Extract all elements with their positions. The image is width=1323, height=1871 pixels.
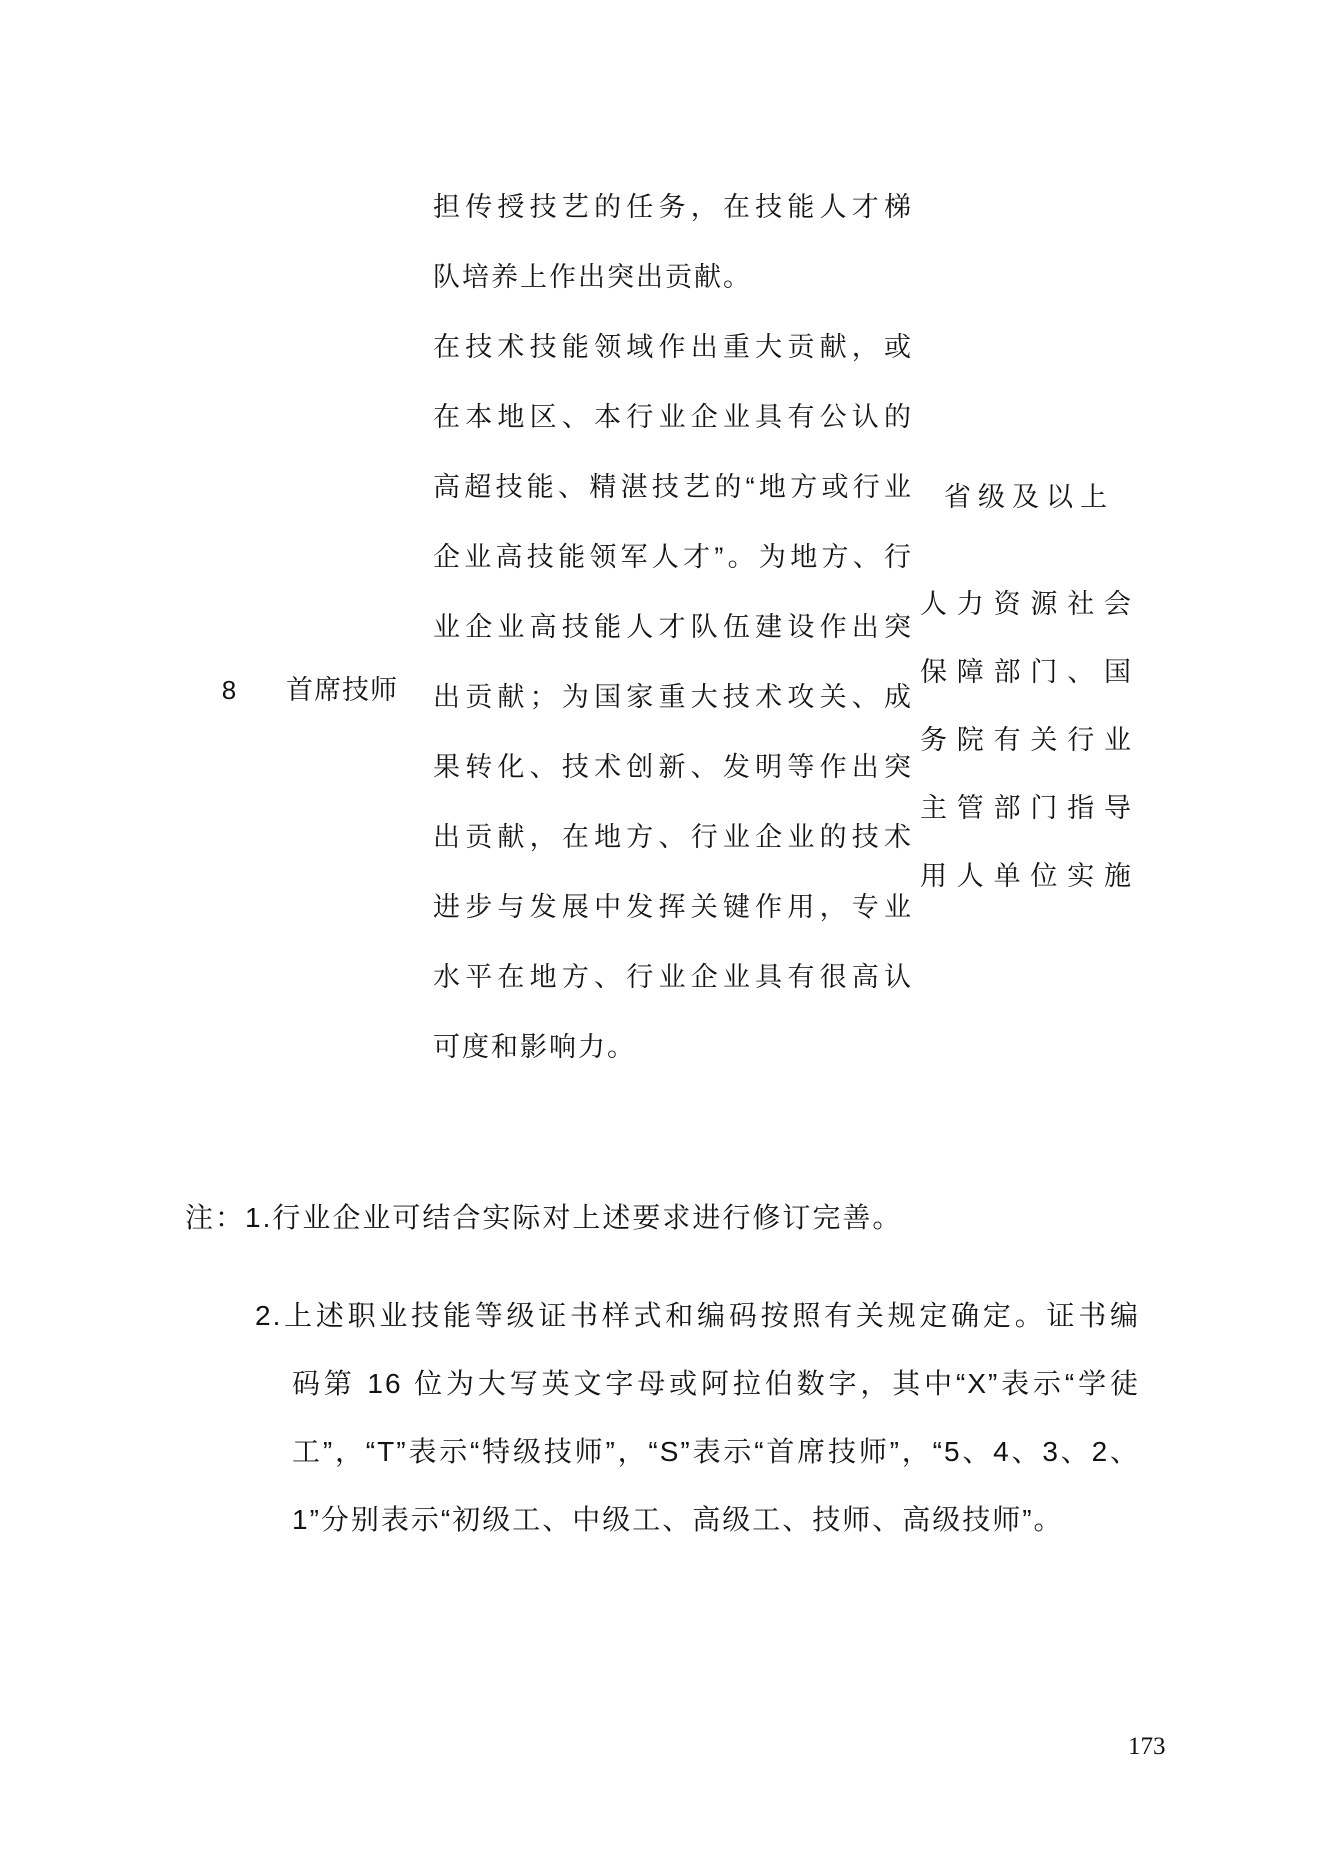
note-2	[255, 1282, 1140, 1554]
description-line: 进步与发展中发挥关键作用，专业	[433, 892, 913, 922]
authority-gap	[920, 531, 1138, 570]
description-line: 在技术技能领域作出重大贡献，或	[433, 332, 913, 362]
description-line: 担传授技艺的任务，在技能人才梯	[433, 192, 913, 222]
authority-line: 省级及以上	[944, 482, 1114, 512]
authority-line: 务院有关行业	[920, 725, 1138, 755]
description-line: 企业高技能领军人才”。为地方、行	[433, 542, 913, 572]
note-2-line: 码第 16 位为大写英文字母或阿拉伯数字，其中“X”表示“学徒	[292, 1368, 1140, 1399]
note-2-line: 工”，“T”表示“特级技师”，“S”表示“首席技师”，“5、4、3、2、	[292, 1436, 1140, 1467]
description-line: 可度和影响力。	[433, 1032, 636, 1062]
description-line: 出贡献；为国家重大技术攻关、成	[433, 682, 913, 712]
note-2-line: 2.上述职业技能等级证书样式和编码按照有关规定确定。证书编	[255, 1300, 1140, 1331]
description-line: 水平在地方、行业企业具有很高认	[433, 962, 913, 992]
description-line: 出贡献，在地方、行业企业的技术	[433, 822, 913, 852]
description-line: 队培养上作出突出贡献。	[433, 262, 752, 292]
authority-line: 保障部门、国	[920, 657, 1138, 687]
page-number: 173	[1128, 1733, 1166, 1760]
description-line: 业企业高技能人才队伍建设作出突	[433, 612, 913, 642]
authority-line: 用人单位实施	[920, 861, 1138, 891]
authority-cell	[920, 463, 1138, 910]
description-line: 高超技能、精湛技艺的“地方或行业	[433, 472, 913, 502]
description-line: 在本地区、本行业企业具有公认的	[433, 402, 913, 432]
description-line: 果转化、技术创新、发明等作出突	[433, 752, 913, 782]
row-level-cell: 首席技师	[286, 675, 398, 705]
note-1: 注：1.行业企业可结合实际对上述要求进行修订完善。	[185, 1202, 903, 1233]
row-description-cell	[433, 172, 913, 1082]
note-2-line: 1”分别表示“初级工、中级工、高级工、技师、高级技师”。	[292, 1504, 1064, 1535]
authority-line: 主管部门指导	[920, 793, 1138, 823]
row-index-cell: 8	[221, 675, 237, 705]
authority-line: 人力资源社会	[920, 589, 1138, 619]
